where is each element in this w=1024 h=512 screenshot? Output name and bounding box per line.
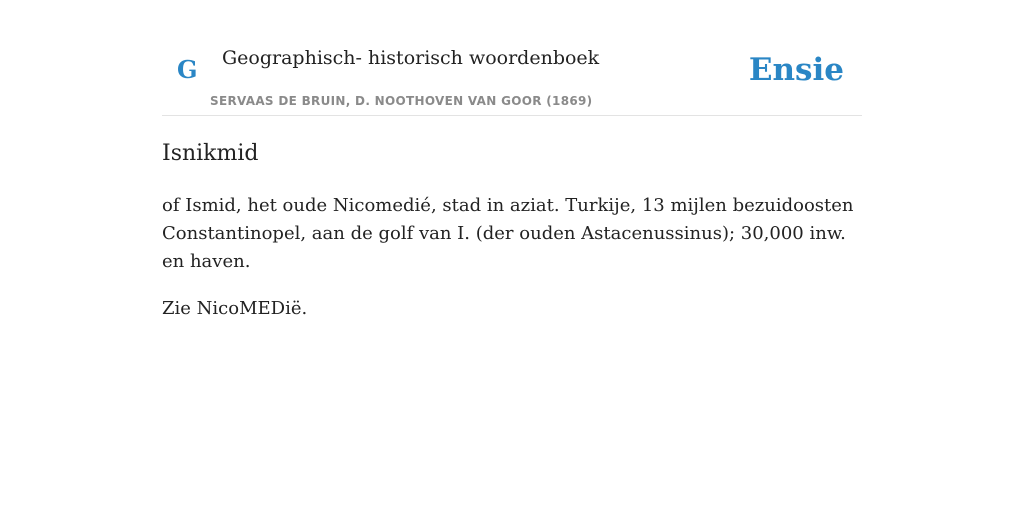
- source-logo-icon[interactable]: G: [177, 55, 198, 84]
- brand-logo-link[interactable]: Ensie: [748, 52, 844, 88]
- page-content: [162, 0, 862, 319]
- entry-title: Isnikmid: [162, 141, 259, 166]
- source-header: [162, 0, 862, 116]
- see-also-reference: Zie NicoMEDië.: [162, 298, 308, 319]
- source-author: SERVAAS DE BRUIN, D. NOOTHOVEN VAN GOOR (1869): [210, 94, 593, 108]
- entry-body: of Ismid, het oude Nicomedié, stad in aziat. Turkije, 13 mijlen bezuidoosten Constantinopel, aan de golf van I. (der ouden Astacenussinus); 30,000 inw. en haven.: [162, 195, 854, 272]
- source-title-link[interactable]: Geographisch- historisch woordenboek: [222, 47, 600, 69]
